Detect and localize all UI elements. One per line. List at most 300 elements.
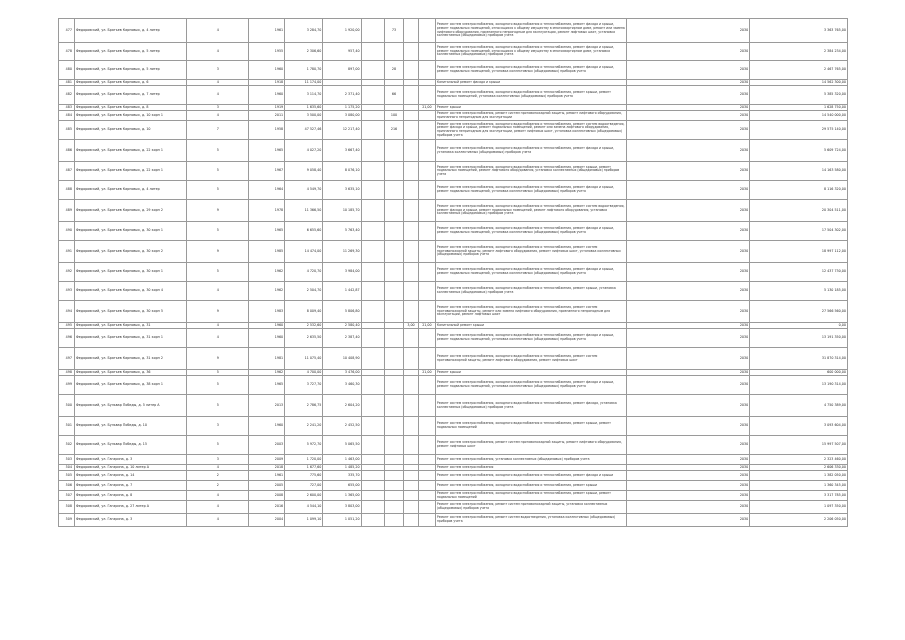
cell-plan-year: 2030 bbox=[627, 200, 750, 222]
cell-living-area: 1 463,00 bbox=[323, 455, 361, 465]
cell-row-number: 491 bbox=[59, 241, 75, 263]
cell-living-area: 1 485,20 bbox=[323, 465, 361, 471]
cell-living-area: 1 442,87 bbox=[323, 282, 361, 301]
cell-col-c bbox=[404, 61, 419, 80]
cell-build-year: 2008 bbox=[249, 491, 285, 501]
cell-work-types: Ремонт систем электроснабжения, холодного водоснабжения и теплоснабжения, ремонт фасада и крыши, ремонт подвальных помещений, установка коллективных (общедомовых) приборов учета bbox=[435, 263, 626, 282]
cell-plan-year: 2030 bbox=[627, 301, 750, 323]
cell-work-types: Ремонт систем электроснабжения bbox=[435, 465, 626, 471]
cell-address: Федоровский, ул. Братьев Карповых, д. 22 корп 1 bbox=[74, 162, 187, 181]
cell-living-area: 2 387,40 bbox=[323, 329, 361, 348]
cell-col-a bbox=[361, 111, 384, 121]
cell-work-types: Ремонт систем электроснабжения, холодного водоснабжения и теплоснабжения, ремонт фасада и крыши bbox=[435, 471, 626, 481]
cell-cost-total: 2 206 050,00 bbox=[750, 514, 848, 527]
cell-build-year: 1965 bbox=[249, 140, 285, 162]
cell-col-c bbox=[404, 301, 419, 323]
cell-build-year: 2011 bbox=[249, 111, 285, 121]
cell-residents bbox=[384, 348, 403, 370]
table-row bbox=[59, 301, 848, 323]
cell-floors: 4 bbox=[187, 514, 249, 527]
cell-cost-total: 5 130 185,00 bbox=[750, 282, 848, 301]
cell-floors: 4 bbox=[187, 501, 249, 514]
cell-build-year: 2009 bbox=[249, 455, 285, 465]
cell-col-c bbox=[404, 514, 419, 527]
cell-row-number: 489 bbox=[59, 200, 75, 222]
table-row bbox=[59, 436, 848, 455]
cell-build-year: 1985 bbox=[249, 241, 285, 263]
cell-plan-year: 2030 bbox=[627, 417, 750, 436]
cell-address: Федоровский, ул. Братьев Карповых, д. 36 bbox=[74, 370, 187, 376]
cell-cost-total: 8 116 320,00 bbox=[750, 181, 848, 200]
cell-plan-year: 2030 bbox=[627, 395, 750, 417]
cell-cost-total: 14 163 580,00 bbox=[750, 162, 848, 181]
cell-floors: 9 bbox=[187, 348, 249, 370]
cell-address: Федоровский, ул. Бульвар Победы, д. 10 bbox=[74, 417, 187, 436]
cell-work-types: Ремонт систем электроснабжения, ремонт систем водоотведения, установка коллективных (общедомовых) приборов учета bbox=[435, 514, 626, 527]
cell-address: Федоровский, ул. Братьев Карповых, д. 10 корп 1 bbox=[74, 111, 187, 121]
cell-total-area: 3 284,70 bbox=[285, 19, 323, 43]
cell-work-types: Ремонт систем электроснабжения, холодного водоснабжения и теплоснабжения, ремонт фасада, установка коллективных (общедомовых) приборов учета bbox=[435, 395, 626, 417]
cell-residents bbox=[384, 200, 403, 222]
table-row bbox=[59, 501, 848, 514]
cell-residents bbox=[384, 417, 403, 436]
cell-col-c bbox=[404, 376, 419, 395]
cell-col-d bbox=[418, 471, 435, 481]
cell-plan-year: 2030 bbox=[627, 162, 750, 181]
cell-floors: 5 bbox=[187, 370, 249, 376]
cell-col-c bbox=[404, 348, 419, 370]
cell-plan-year: 2030 bbox=[627, 111, 750, 121]
cell-work-types: Ремонт систем электроснабжения, холодного водоснабжения и теплоснабжения, ремонт крыши, ремонт подвальных помещений bbox=[435, 417, 626, 436]
cell-col-d bbox=[418, 86, 435, 105]
cell-cost-total: 2 606 330,00 bbox=[750, 465, 848, 471]
cell-col-a bbox=[361, 282, 384, 301]
cell-living-area: 10 185,70 bbox=[323, 200, 361, 222]
cell-col-c bbox=[404, 501, 419, 514]
cell-living-area: 3 667,40 bbox=[323, 140, 361, 162]
cell-build-year: 2003 bbox=[249, 436, 285, 455]
cell-total-area: 4 027,20 bbox=[285, 140, 323, 162]
cell-plan-year: 2030 bbox=[627, 105, 750, 111]
cell-build-year: 1961 bbox=[249, 19, 285, 43]
cell-build-year: 1961 bbox=[249, 471, 285, 481]
cell-cost-total: 1 628 750,00 bbox=[750, 105, 848, 111]
cell-living-area: 957,40 bbox=[323, 43, 361, 61]
cell-plan-year: 2030 bbox=[627, 514, 750, 527]
cell-work-types: Ремонт систем электроснабжения, холодного водоснабжения и теплоснабжения, ремонт систем водоотведения, ремонт фасада и крыши, ремонт подвальных помещений, ремонт лифтового оборудования, установка коллективных (общедомовых) приборов учета bbox=[435, 200, 626, 222]
cell-residents: 73 bbox=[384, 19, 403, 43]
cell-col-d bbox=[418, 263, 435, 282]
cell-col-d bbox=[418, 200, 435, 222]
cell-total-area: 1 720,00 bbox=[285, 455, 323, 465]
cell-col-d bbox=[418, 348, 435, 370]
cell-row-number: 480 bbox=[59, 61, 75, 80]
cell-living-area: 2 604,20 bbox=[323, 395, 361, 417]
cell-living-area: 3 635,10 bbox=[323, 181, 361, 200]
cell-build-year: 1962 bbox=[249, 370, 285, 376]
cell-col-a bbox=[361, 301, 384, 323]
cell-total-area: 1 099,10 bbox=[285, 514, 323, 527]
cell-cost-total: 5 609 724,00 bbox=[750, 140, 848, 162]
cell-total-area: 3 727,70 bbox=[285, 376, 323, 395]
cell-cost-total: 12 437 730,00 bbox=[750, 263, 848, 282]
cell-plan-year: 2030 bbox=[627, 436, 750, 455]
cell-work-types: Ремонт систем электроснабжения, холодного водоснабжения и теплоснабжения, ремонт фасада и крыши, ремонт подвальных помещений, установка коллективных (общедомовых) приборов учета bbox=[435, 376, 626, 395]
cell-col-c bbox=[404, 200, 419, 222]
cell-row-number: 500 bbox=[59, 395, 75, 417]
cell-build-year: 1962 bbox=[249, 263, 285, 282]
cell-residents bbox=[384, 501, 403, 514]
table-row bbox=[59, 61, 848, 80]
cell-address: Федоровский, ул. Братьев Карповых, д. 6 bbox=[74, 80, 187, 86]
cell-row-number: 490 bbox=[59, 222, 75, 241]
table-row bbox=[59, 140, 848, 162]
cell-col-a bbox=[361, 222, 384, 241]
cell-col-d bbox=[418, 491, 435, 501]
cell-total-area: 14 474,00 bbox=[285, 241, 323, 263]
cell-build-year: 1965 bbox=[249, 222, 285, 241]
cell-row-number: 505 bbox=[59, 471, 75, 481]
cell-floors: 4 bbox=[187, 86, 249, 105]
cell-plan-year: 2030 bbox=[627, 263, 750, 282]
cell-col-a bbox=[361, 491, 384, 501]
cell-row-number: 503 bbox=[59, 455, 75, 465]
cell-col-c bbox=[404, 282, 419, 301]
cell-col-c bbox=[404, 329, 419, 348]
cell-plan-year: 2030 bbox=[627, 370, 750, 376]
table-row bbox=[59, 282, 848, 301]
table-row bbox=[59, 222, 848, 241]
cell-work-types: Ремонт систем электроснабжения, холодного водоснабжения и теплоснабжения, ремонт систем противопожарной защиты, ремонт лифтового оборудования, ремонт лифтовых шахт, установка коллективных (общедомовых) приборов учета bbox=[435, 241, 626, 263]
cell-living-area: 1 365,00 bbox=[323, 491, 361, 501]
cell-work-types: Ремонт систем электроснабжения, холодного водоснабжения и теплоснабжения, ремонт систем противопожарной защиты, ремонт лифтового оборудования, ремонт лифтовых шахт bbox=[435, 348, 626, 370]
cell-total-area: 1 677,60 bbox=[285, 465, 323, 471]
cell-build-year: 2004 bbox=[249, 514, 285, 527]
cell-cost-total: 13 190 314,00 bbox=[750, 376, 848, 395]
cell-col-c bbox=[404, 222, 419, 241]
cell-plan-year: 2030 bbox=[627, 348, 750, 370]
cell-cost-total: 14 540 000,00 bbox=[750, 111, 848, 121]
cell-build-year: 2018 bbox=[249, 465, 285, 471]
cell-col-a bbox=[361, 417, 384, 436]
cell-address: Федоровский, ул. Братьев Карповых, д. 38 корп 1 bbox=[74, 376, 187, 395]
cell-row-number: 498 bbox=[59, 370, 75, 376]
cell-work-types: Ремонт крыши bbox=[435, 370, 626, 376]
cell-total-area: 6 655,60 bbox=[285, 222, 323, 241]
cell-row-number: 497 bbox=[59, 348, 75, 370]
cell-floors: 4 bbox=[187, 111, 249, 121]
cell-col-d bbox=[418, 501, 435, 514]
cell-residents bbox=[384, 241, 403, 263]
cell-col-d: 21,00 bbox=[418, 105, 435, 111]
table-row bbox=[59, 376, 848, 395]
cell-build-year: 1978 bbox=[249, 200, 285, 222]
table-row bbox=[59, 329, 848, 348]
cell-cost-total: 1 097 350,00 bbox=[750, 501, 848, 514]
table-row bbox=[59, 471, 848, 481]
cell-col-a bbox=[361, 43, 384, 61]
cell-address: Федоровский, ул. Братьев Карповых, д. 10 bbox=[74, 121, 187, 140]
table-body bbox=[59, 19, 848, 527]
cell-address: Федоровский, ул. Гагарина, д. 8 bbox=[74, 491, 187, 501]
cell-address: Федоровский, ул. Братьев Карповых, д. 4 литер bbox=[74, 181, 187, 200]
cell-row-number: 487 bbox=[59, 162, 75, 181]
cell-plan-year: 2030 bbox=[627, 329, 750, 348]
table-row bbox=[59, 162, 848, 181]
cell-build-year: 2005 bbox=[249, 481, 285, 491]
cell-col-d bbox=[418, 514, 435, 527]
cell-col-c bbox=[404, 19, 419, 43]
cell-col-c bbox=[404, 121, 419, 140]
cell-work-types: Ремонт систем электроснабжения, холодного водоснабжения и теплоснабжения, ремонт систем противопожарной защиты, ремонт или замена лифтового оборудования, признанного непригодным для эксплуатации, ремонт лифтовых шахт bbox=[435, 301, 626, 323]
cell-build-year: 1960 bbox=[249, 61, 285, 80]
cell-col-a bbox=[361, 140, 384, 162]
cell-floors: 5 bbox=[187, 263, 249, 282]
cell-work-types: Ремонт систем электроснабжения, установка коллективных (общедомовых) приборов учета bbox=[435, 455, 626, 465]
table-row bbox=[59, 200, 848, 222]
cell-col-d bbox=[418, 301, 435, 323]
cell-total-area: 9 058,40 bbox=[285, 162, 323, 181]
cell-living-area: 655,00 bbox=[323, 481, 361, 491]
cell-living-area: 8 076,10 bbox=[323, 162, 361, 181]
cell-col-c bbox=[404, 162, 419, 181]
cell-total-area: 4 549,70 bbox=[285, 181, 323, 200]
cell-col-d bbox=[418, 395, 435, 417]
cell-residents bbox=[384, 301, 403, 323]
cell-floors: 4 bbox=[187, 43, 249, 61]
table-row bbox=[59, 395, 848, 417]
cell-address: Федоровский, ул. Гагарина, д. 7 bbox=[74, 481, 187, 491]
cell-build-year: 1964 bbox=[249, 181, 285, 200]
cell-col-a bbox=[361, 514, 384, 527]
cell-address: Федоровский, ул. Гагарина, д. 3 bbox=[74, 514, 187, 527]
cell-total-area: 4 720,70 bbox=[285, 263, 323, 282]
cell-col-d bbox=[418, 111, 435, 121]
cell-residents bbox=[384, 263, 403, 282]
cell-row-number: 501 bbox=[59, 417, 75, 436]
table-row bbox=[59, 481, 848, 491]
cell-col-a bbox=[361, 481, 384, 491]
cell-col-a bbox=[361, 329, 384, 348]
cell-floors: 9 bbox=[187, 200, 249, 222]
table-row bbox=[59, 121, 848, 140]
cell-col-c bbox=[404, 140, 419, 162]
cell-plan-year: 2030 bbox=[627, 181, 750, 200]
cell-build-year: 1981 bbox=[249, 348, 285, 370]
cell-plan-year: 2030 bbox=[627, 465, 750, 471]
cell-residents bbox=[384, 282, 403, 301]
cell-residents bbox=[384, 455, 403, 465]
cell-plan-year: 2030 bbox=[627, 376, 750, 395]
cell-floors: 5 bbox=[187, 162, 249, 181]
cell-residents bbox=[384, 181, 403, 200]
cell-address: Федоровский, ул. Гагарина, д. 10 литер А bbox=[74, 465, 187, 471]
cell-work-types: Ремонт систем электроснабжения, ремонт систем противопожарной защиты, ремонт лифтового оборудования, признанного непригодным для эксплуатации bbox=[435, 111, 626, 121]
cell-cost-total: 29 575 140,00 bbox=[750, 121, 848, 140]
cell-plan-year: 2030 bbox=[627, 501, 750, 514]
cell-cost-total: 18 997 112,00 bbox=[750, 241, 848, 263]
cell-cost-total: 2 384 234,00 bbox=[750, 43, 848, 61]
cell-floors: 4 bbox=[187, 19, 249, 43]
cell-living-area: 10 408,90 bbox=[323, 348, 361, 370]
cell-cost-total: 27 566 560,00 bbox=[750, 301, 848, 323]
cell-floors: 4 bbox=[187, 491, 249, 501]
cell-plan-year: 2030 bbox=[627, 471, 750, 481]
cell-address: Федоровский, ул. Братьев Карповых, д. 30 корп 5 bbox=[74, 301, 187, 323]
cell-row-number: 485 bbox=[59, 121, 75, 140]
cell-cost-total: 3 317 785,00 bbox=[750, 491, 848, 501]
cell-plan-year: 2030 bbox=[627, 282, 750, 301]
cell-col-a bbox=[361, 501, 384, 514]
cell-build-year: 1960 bbox=[249, 417, 285, 436]
cell-residents bbox=[384, 514, 403, 527]
cell-col-c bbox=[404, 43, 419, 61]
cell-total-area: 4 700,00 bbox=[285, 370, 323, 376]
cell-living-area: 3 080,00 bbox=[323, 111, 361, 121]
cell-build-year: 1983 bbox=[249, 301, 285, 323]
cell-floors: 2 bbox=[187, 481, 249, 491]
cell-residents: 28 bbox=[384, 61, 403, 80]
cell-cost-total: 600 000,00 bbox=[750, 370, 848, 376]
cell-col-d bbox=[418, 417, 435, 436]
cell-cost-total: 14 562 300,00 bbox=[750, 80, 848, 86]
cell-col-a bbox=[361, 200, 384, 222]
cell-row-number: 496 bbox=[59, 329, 75, 348]
cell-col-d bbox=[418, 241, 435, 263]
cell-total-area: 2 635,50 bbox=[285, 329, 323, 348]
cell-living-area: 3 803,00 bbox=[323, 501, 361, 514]
cell-work-types: Ремонт крыши bbox=[435, 105, 626, 111]
cell-floors: 3 bbox=[187, 105, 249, 111]
cell-living-area: 3 460,30 bbox=[323, 376, 361, 395]
table-row bbox=[59, 241, 848, 263]
cell-address: Федоровский, ул. Братьев Карповых, д. 4 литер bbox=[74, 19, 187, 43]
cell-work-types: Ремонт систем электроснабжения, холодного водоснабжения и теплоснабжения, ремонт фасада и крыши, ремонт подвальных помещений, относящихся к общему имуществу в многоквартирном доме, установка коллективных (общедомовых) приборов учета bbox=[435, 43, 626, 61]
cell-plan-year: 2030 bbox=[627, 43, 750, 61]
cell-cost-total: 13 191 350,00 bbox=[750, 329, 848, 348]
cell-work-types: Ремонт систем электроснабжения, ремонт систем противопожарной защиты, ремонт лифтового оборудования, ремонт лифтовых шахт bbox=[435, 436, 626, 455]
cell-build-year: 2013 bbox=[249, 395, 285, 417]
cell-build-year: 1960 bbox=[249, 323, 285, 329]
cell-col-c bbox=[404, 471, 419, 481]
table-row bbox=[59, 491, 848, 501]
cell-floors: 5 bbox=[187, 222, 249, 241]
cell-total-area: 5 972,70 bbox=[285, 436, 323, 455]
cell-work-types: Ремонт систем электроснабжения, холодного водоснабжения и теплоснабжения, ремонт крыши, ремонт подвальных помещений, ремонт лифтового оборудования, установка коллективных (общедомовых) приборов учета bbox=[435, 162, 626, 181]
cell-floors: 5 bbox=[187, 436, 249, 455]
cell-build-year: 1918 bbox=[249, 80, 285, 86]
cell-total-area: 2 306,60 bbox=[285, 43, 323, 61]
cell-col-a bbox=[361, 395, 384, 417]
cell-col-a bbox=[361, 376, 384, 395]
capital-repair-register-table bbox=[58, 18, 848, 527]
cell-col-d bbox=[418, 282, 435, 301]
cell-col-c bbox=[404, 263, 419, 282]
cell-plan-year: 2030 bbox=[627, 121, 750, 140]
cell-living-area: 3 476,00 bbox=[323, 370, 361, 376]
cell-row-number: 509 bbox=[59, 514, 75, 527]
cell-cost-total: 20 304 511,00 bbox=[750, 200, 848, 222]
cell-floors: 5 bbox=[187, 395, 249, 417]
table-row bbox=[59, 514, 848, 527]
cell-cost-total: 31 870 314,00 bbox=[750, 348, 848, 370]
cell-floors: 4 bbox=[187, 329, 249, 348]
cell-col-c bbox=[404, 395, 419, 417]
cell-total-area: 2 504,70 bbox=[285, 282, 323, 301]
cell-cost-total: 1 382 050,00 bbox=[750, 471, 848, 481]
cell-col-a bbox=[361, 19, 384, 43]
cell-plan-year: 2030 bbox=[627, 19, 750, 43]
cell-row-number: 481 bbox=[59, 80, 75, 86]
cell-floors: 9 bbox=[187, 301, 249, 323]
cell-col-c bbox=[404, 481, 419, 491]
cell-build-year: 1960 bbox=[249, 329, 285, 348]
cell-col-a bbox=[361, 348, 384, 370]
cell-residents bbox=[384, 491, 403, 501]
cell-plan-year: 2030 bbox=[627, 491, 750, 501]
cell-row-number: 504 bbox=[59, 465, 75, 471]
cell-cost-total: 3 363 765,00 bbox=[750, 19, 848, 43]
cell-residents bbox=[384, 471, 403, 481]
cell-col-c bbox=[404, 491, 419, 501]
cell-total-area: 2 532,60 bbox=[285, 323, 323, 329]
cell-build-year: 1960 bbox=[249, 86, 285, 105]
cell-build-year: 2016 bbox=[249, 501, 285, 514]
cell-plan-year: 2030 bbox=[627, 323, 750, 329]
cell-row-number: 495 bbox=[59, 323, 75, 329]
cell-col-a bbox=[361, 121, 384, 140]
table-row bbox=[59, 19, 848, 43]
cell-plan-year: 2030 bbox=[627, 481, 750, 491]
cell-row-number: 483 bbox=[59, 105, 75, 111]
cell-cost-total: 17 504 302,00 bbox=[750, 222, 848, 241]
cell-address: Федоровский, ул. Бульвар Победы, д. 15 bbox=[74, 436, 187, 455]
cell-living-area: 1 920,00 bbox=[323, 19, 361, 43]
cell-col-d bbox=[418, 19, 435, 43]
cell-living-area: 11 269,30 bbox=[323, 241, 361, 263]
cell-work-types: Ремонт систем электроснабжения, холодного водоснабжения и теплоснабжения, ремонт фасада и крыши, ремонт подвальных помещений, установка коллективных (общедомовых) приборов учета bbox=[435, 222, 626, 241]
cell-address: Федоровский, ул. Братьев Карповых, д. 5 литер bbox=[74, 61, 187, 80]
cell-residents: 100 bbox=[384, 111, 403, 121]
cell-cost-total: 1 360 345,00 bbox=[750, 481, 848, 491]
cell-total-area: 3 114,70 bbox=[285, 86, 323, 105]
cell-col-a bbox=[361, 181, 384, 200]
cell-living-area: 5 806,80 bbox=[323, 301, 361, 323]
table-row bbox=[59, 181, 848, 200]
cell-total-area: 3 500,00 bbox=[285, 111, 323, 121]
cell-cost-total: 2 467 765,00 bbox=[750, 61, 848, 80]
cell-work-types: Ремонт систем электроснабжения, холодного водоснабжения и теплоснабжения, ремонт фасада и крыши, ремонт подвальных помещений, установка коллективных (общедомовых) приборов учета bbox=[435, 61, 626, 80]
cell-total-area: 11 075,40 bbox=[285, 348, 323, 370]
cell-work-types: Капитальный ремонт фасада и крыши bbox=[435, 80, 626, 86]
cell-floors: 4 bbox=[187, 465, 249, 471]
cell-floors: 3 bbox=[187, 61, 249, 80]
cell-address: Федоровский, ул. Гагарина, д. 27 литер А bbox=[74, 501, 187, 514]
table-row bbox=[59, 417, 848, 436]
cell-living-area: 335,70 bbox=[323, 471, 361, 481]
cell-living-area: 3 984,00 bbox=[323, 263, 361, 282]
cell-build-year: 1962 bbox=[249, 282, 285, 301]
cell-living-area: 2 452,50 bbox=[323, 417, 361, 436]
cell-residents: 216 bbox=[384, 121, 403, 140]
cell-living-area: 897,00 bbox=[323, 61, 361, 80]
cell-address: Федоровский, ул. Братьев Карповых, д. 7 литер bbox=[74, 86, 187, 105]
cell-row-number: 484 bbox=[59, 111, 75, 121]
cell-floors: 3 bbox=[187, 417, 249, 436]
cell-plan-year: 2030 bbox=[627, 61, 750, 80]
cell-plan-year: 2030 bbox=[627, 140, 750, 162]
cell-plan-year: 2030 bbox=[627, 222, 750, 241]
